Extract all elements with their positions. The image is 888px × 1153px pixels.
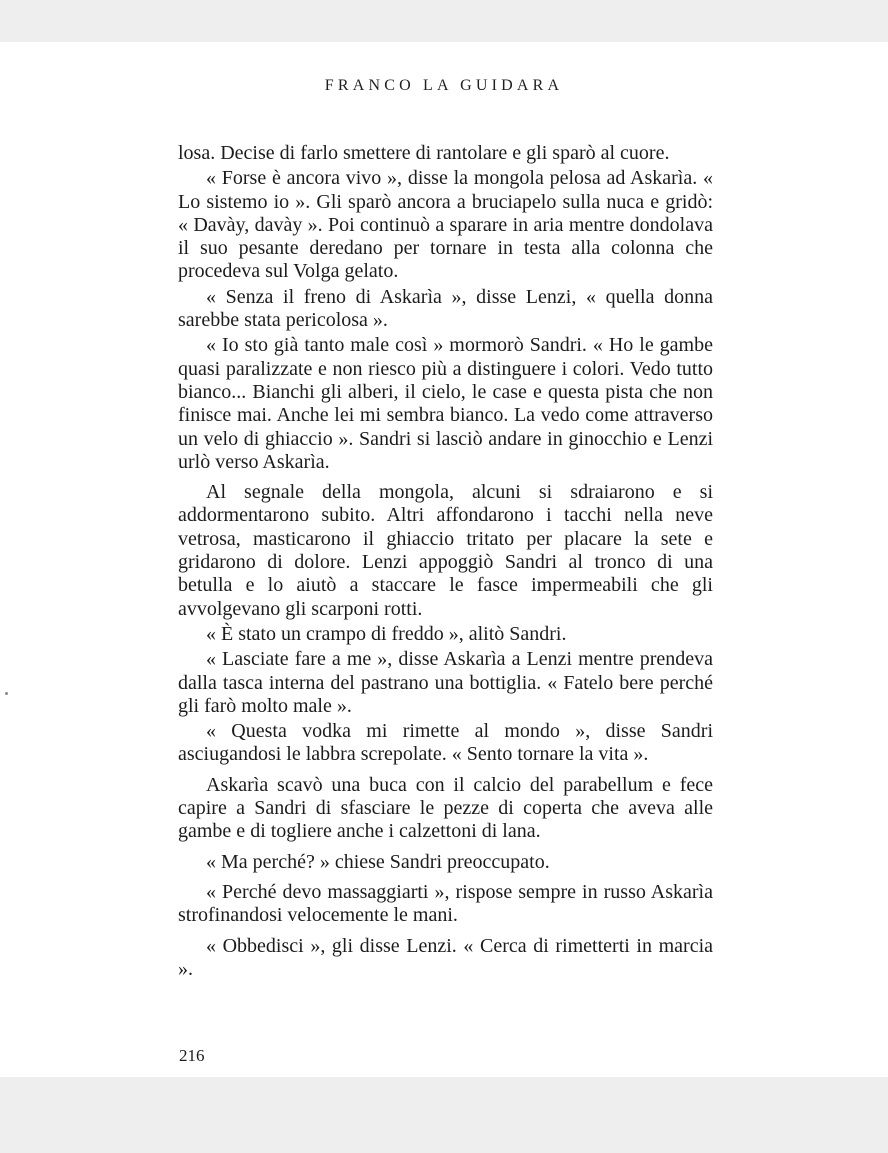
paragraph: « Obbedisci », gli disse Lenzi. « Cerca di rimetterti in marcia ». xyxy=(178,934,713,980)
paragraph: « Questa vodka mi rimette al mondo », disse Sandri asciugandosi le labbra screpolate. « Sento tornare la vita ». xyxy=(178,720,713,766)
page-number: 216 xyxy=(179,1046,205,1065)
paragraph: « Senza il freno di Askarìa », disse Lenzi, « quella donna sarebbe stata pericolosa ». xyxy=(178,285,713,332)
paragraph: Al segnale della mongola, alcuni si sdraiarono e si addormentarono subito. Altri affondarono i tacchi nella neve vetrosa, masticarono il ghiaccio tritato per placare la sete e gridarono di dolore. Lenzi appoggiò Sandri al tronco di una betulla e lo aiutò a staccare le fasce impermeabili che gli avvolgevano gli scarponi rotti. xyxy=(178,481,713,620)
paragraph: « Forse è ancora vivo », disse la mongola pelosa ad Askarìa. « Lo sistemo io ». Gli sparò ancora a bruciapelo sulla nuca e gridò: « Davày, davày ». Poi continuò a sparare in aria mentre dondolava il suo pesante deredano per tornare in testa alla colonna che procedeva sul Volga gelato. xyxy=(178,167,713,283)
paragraph: « Io sto già tanto male così » mormorò Sandri. « Ho le gambe quasi paralizzate e non riesco più a distinguere i colori. Vedo tutto bianco... Bianchi gli alberi, il cielo, le case e questa pista che non finisce mai. Anche lei mi sembra bianco. La vedo come attraverso un velo di ghiaccio ». Sandri si lasciò andare in ginocchio e Lenzi urlò verso Askarìa. xyxy=(178,334,713,473)
paragraph: « È stato un crampo di freddo », alitò Sandri. xyxy=(206,622,567,645)
book-page xyxy=(0,42,888,1077)
paragraph: « Perché devo massaggiarti », rispose sempre in russo Askarìa strofinandosi velocemente le mani. xyxy=(178,880,713,927)
running-head: FRANCO LA GUIDARA xyxy=(324,77,564,94)
paragraph: « Ma perché? » chiese Sandri preoccupato. xyxy=(206,850,550,873)
paragraph: Askarìa scavò una buca con il calcio del parabellum e fece capire a Sandri di sfasciare le pezze di coperta che aveva alle gambe e di togliere anche i calzettoni di lana. xyxy=(178,773,713,843)
paragraph: « Lasciate fare a me », disse Askarìa a Lenzi mentre prendeva dalla tasca interna del pastrano una bottiglia. « Fatelo bere perché gli farò molto male ». xyxy=(178,648,713,717)
page-body xyxy=(178,142,713,983)
paragraph: losa. Decise di farlo smettere di rantolare e gli sparò al cuore. xyxy=(178,142,670,164)
scan-speck xyxy=(5,692,8,695)
